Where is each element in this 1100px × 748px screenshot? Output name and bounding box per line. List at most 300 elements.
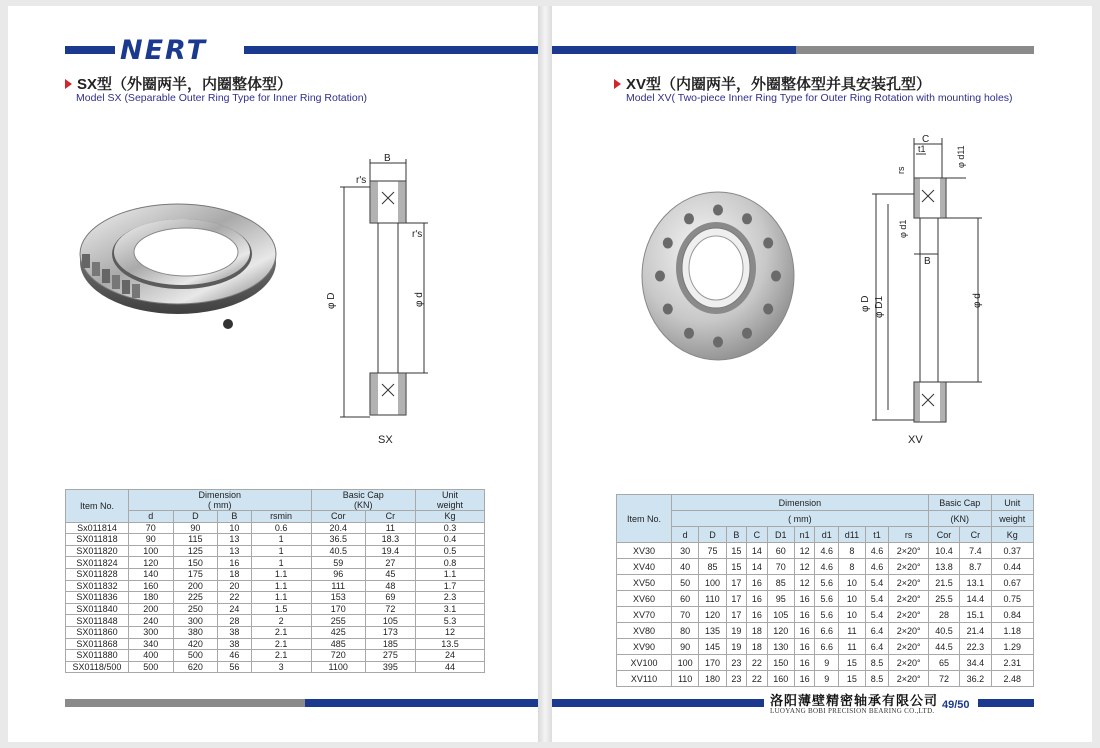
- value-cell: 500: [173, 650, 218, 662]
- value-cell: 2.1: [251, 650, 311, 662]
- value-cell: 70: [672, 607, 699, 623]
- table-row: [617, 591, 1034, 607]
- value-cell: 13: [218, 534, 251, 546]
- section-title-text: SX型（外圈两半，内圈整体型）: [77, 76, 293, 93]
- value-cell: 105: [767, 607, 794, 623]
- value-cell: 6.4: [865, 623, 889, 639]
- col-header-rsmin: rsmin: [251, 511, 311, 523]
- header-bar: [796, 46, 1034, 54]
- value-cell: 15: [839, 655, 865, 671]
- value-cell: 85: [699, 559, 726, 575]
- dim-label-rs: r's: [356, 175, 367, 186]
- value-cell: 3.1: [415, 603, 484, 615]
- value-cell: 2×20°: [889, 655, 928, 671]
- value-cell: 10: [839, 607, 865, 623]
- table-row: [66, 638, 485, 650]
- item-number-cell: XV60: [617, 591, 672, 607]
- value-cell: 175: [173, 568, 218, 580]
- value-cell: 16: [794, 655, 814, 671]
- value-cell: 125: [173, 545, 218, 557]
- value-cell: 425: [311, 626, 365, 638]
- value-cell: 15: [839, 671, 865, 687]
- value-cell: 1100: [311, 661, 365, 673]
- dim-label-rs: rs: [896, 166, 906, 174]
- right-page: [552, 6, 1092, 742]
- value-cell: 180: [129, 592, 174, 604]
- mounting-hole-icon: [713, 205, 723, 216]
- value-cell: 38: [218, 626, 251, 638]
- value-cell: 5.3: [415, 615, 484, 627]
- value-cell: 0.84: [991, 607, 1033, 623]
- value-cell: 4.6: [815, 543, 839, 559]
- value-cell: 40.5: [311, 545, 365, 557]
- value-cell: 12: [415, 626, 484, 638]
- value-cell: 40.5: [928, 623, 959, 639]
- item-number-cell: SX011868: [66, 638, 129, 650]
- value-cell: 72: [928, 671, 959, 687]
- value-cell: 100: [672, 655, 699, 671]
- value-cell: 28: [928, 607, 959, 623]
- col-header-rs: rs: [889, 527, 928, 543]
- value-cell: 1.18: [991, 623, 1033, 639]
- col-header-cr: Cr: [960, 527, 991, 543]
- item-number-cell: SX0118/500: [66, 661, 129, 673]
- table-row: [617, 559, 1034, 575]
- item-number-cell: XV50: [617, 575, 672, 591]
- value-cell: 1.5: [251, 603, 311, 615]
- left-page: [8, 6, 538, 742]
- value-cell: 16: [794, 607, 814, 623]
- value-cell: 14.4: [960, 591, 991, 607]
- value-cell: 12: [794, 575, 814, 591]
- value-cell: 130: [767, 639, 794, 655]
- mounting-hole-icon: [663, 304, 673, 315]
- value-cell: 6.4: [865, 639, 889, 655]
- dim-label-inner-d: φ d: [414, 292, 425, 307]
- value-cell: 20.4: [311, 522, 365, 534]
- col-header-d1: D1: [767, 527, 794, 543]
- col-header-d: D: [699, 527, 726, 543]
- value-cell: 16: [794, 671, 814, 687]
- value-cell: 18: [747, 639, 767, 655]
- table-row: [617, 639, 1034, 655]
- value-cell: 12: [794, 543, 814, 559]
- lube-hole-icon: [223, 319, 233, 329]
- value-cell: 2.1: [251, 638, 311, 650]
- value-cell: 255: [311, 615, 365, 627]
- value-cell: 5.6: [815, 607, 839, 623]
- value-cell: 2.3: [415, 592, 484, 604]
- dim-label-b: B: [924, 256, 931, 267]
- value-cell: 6.6: [815, 639, 839, 655]
- value-cell: 400: [129, 650, 174, 662]
- value-cell: 19: [726, 623, 746, 639]
- brand-logo: NERT: [120, 35, 208, 66]
- value-cell: 2×20°: [889, 559, 928, 575]
- value-cell: 250: [173, 603, 218, 615]
- value-cell: 15: [726, 559, 746, 575]
- value-cell: 50: [672, 575, 699, 591]
- value-cell: 13.5: [415, 638, 484, 650]
- value-cell: 1.7: [415, 580, 484, 592]
- value-cell: 2×20°: [889, 639, 928, 655]
- value-cell: 200: [129, 603, 174, 615]
- value-cell: 69: [365, 592, 415, 604]
- value-cell: 4.6: [865, 559, 889, 575]
- col-header-d: d: [672, 527, 699, 543]
- col-header-dimension: Dimension ( mm): [129, 490, 312, 511]
- item-number-cell: SX011848: [66, 615, 129, 627]
- table-row: [617, 655, 1034, 671]
- value-cell: 2×20°: [889, 607, 928, 623]
- value-cell: 70: [767, 559, 794, 575]
- col-header-cor: Cor: [928, 527, 959, 543]
- section-subtitle: Model XV( Two-piece Inner Ring Type for Outer Ring Rotation with mounting holes): [626, 92, 1013, 104]
- value-cell: 16: [794, 591, 814, 607]
- value-cell: 11: [365, 522, 415, 534]
- value-cell: 0.4: [415, 534, 484, 546]
- value-cell: 19: [726, 639, 746, 655]
- section-subtitle: Model SX (Separable Outer Ring Type for Inner Ring Rotation): [76, 92, 368, 104]
- value-cell: 9: [815, 655, 839, 671]
- value-cell: 18: [747, 623, 767, 639]
- value-cell: 16: [747, 591, 767, 607]
- col-header-d1: d1: [815, 527, 839, 543]
- value-cell: 2×20°: [889, 591, 928, 607]
- value-cell: 56: [218, 661, 251, 673]
- item-number-cell: SX011836: [66, 592, 129, 604]
- section-title-text: XV型（内圈两半，外圈整体型并具安装孔型）: [626, 76, 932, 93]
- item-number-cell: SX011860: [66, 626, 129, 638]
- table-row: [66, 534, 485, 546]
- value-cell: 225: [173, 592, 218, 604]
- mounting-hole-icon: [663, 238, 673, 249]
- value-cell: 8.5: [865, 655, 889, 671]
- drawing-caption: XV: [908, 434, 923, 446]
- sx-spec-table: [65, 489, 485, 673]
- value-cell: 22: [747, 655, 767, 671]
- value-cell: 720: [311, 650, 365, 662]
- col-header-kg: Kg: [991, 527, 1033, 543]
- value-cell: 23: [726, 655, 746, 671]
- value-cell: 34.4: [960, 655, 991, 671]
- table-row: [66, 545, 485, 557]
- table-row: [66, 522, 485, 534]
- item-number-cell: XV40: [617, 559, 672, 575]
- item-number-cell: SX011880: [66, 650, 129, 662]
- value-cell: 46: [218, 650, 251, 662]
- value-cell: 1: [251, 545, 311, 557]
- value-cell: 65: [928, 655, 959, 671]
- value-cell: 10: [839, 591, 865, 607]
- page-number: 49/50: [942, 699, 970, 711]
- mounting-hole-icon: [684, 213, 694, 224]
- value-cell: 1.1: [251, 580, 311, 592]
- value-cell: 72: [365, 603, 415, 615]
- dim-label-rs: r's: [412, 229, 423, 240]
- xv-bearing-photo: [638, 186, 798, 366]
- value-cell: 60: [767, 543, 794, 559]
- value-cell: 5.4: [865, 607, 889, 623]
- value-cell: 240: [129, 615, 174, 627]
- value-cell: 4.6: [815, 559, 839, 575]
- value-cell: 115: [173, 534, 218, 546]
- value-cell: 30: [672, 543, 699, 559]
- table-row: [617, 543, 1034, 559]
- item-number-cell: SX011832: [66, 580, 129, 592]
- value-cell: 8: [839, 543, 865, 559]
- mounting-hole-icon: [763, 304, 773, 315]
- value-cell: 5.4: [865, 575, 889, 591]
- col-header-c: C: [747, 527, 767, 543]
- value-cell: 160: [129, 580, 174, 592]
- value-cell: 110: [672, 671, 699, 687]
- section-title: [65, 73, 292, 94]
- value-cell: 173: [365, 626, 415, 638]
- col-header-cr: Cr: [365, 511, 415, 523]
- value-cell: 22.3: [960, 639, 991, 655]
- mounting-hole-icon: [713, 337, 723, 348]
- section-title: [614, 73, 931, 94]
- value-cell: 100: [699, 575, 726, 591]
- value-cell: 28: [218, 615, 251, 627]
- company-name-en: LUOYANG BOBI PRECISION BEARING CO.,LTD.: [770, 707, 935, 715]
- value-cell: 60: [672, 591, 699, 607]
- value-cell: 21.4: [960, 623, 991, 639]
- value-cell: 0.5: [415, 545, 484, 557]
- value-cell: 5.6: [815, 575, 839, 591]
- value-cell: 21.5: [928, 575, 959, 591]
- value-cell: 105: [365, 615, 415, 627]
- value-cell: 14: [747, 559, 767, 575]
- value-cell: 10: [839, 575, 865, 591]
- value-cell: 300: [173, 615, 218, 627]
- value-cell: 1.29: [991, 639, 1033, 655]
- value-cell: 0.6: [251, 522, 311, 534]
- value-cell: 6.6: [815, 623, 839, 639]
- xv-section-drawing: [858, 134, 998, 424]
- item-number-cell: XV80: [617, 623, 672, 639]
- value-cell: 0.37: [991, 543, 1033, 559]
- dim-label-c: C: [922, 134, 930, 145]
- value-cell: 2×20°: [889, 575, 928, 591]
- footer-bar: [552, 699, 764, 707]
- table-row: [617, 623, 1034, 639]
- footer-bar: [65, 699, 305, 707]
- value-cell: 3: [251, 661, 311, 673]
- item-number-cell: XV90: [617, 639, 672, 655]
- value-cell: 8: [839, 559, 865, 575]
- dim-label-d11: φ d11: [956, 145, 966, 168]
- value-cell: 0.67: [991, 575, 1033, 591]
- header-bar: [65, 46, 115, 54]
- value-cell: 13.1: [960, 575, 991, 591]
- value-cell: 160: [767, 671, 794, 687]
- table-row: [66, 615, 485, 627]
- col-header-d: D: [173, 511, 218, 523]
- company-name-cn: 洛阳薄壁精密轴承有限公司: [770, 694, 939, 709]
- value-cell: 2.48: [991, 671, 1033, 687]
- item-number-cell: SX011824: [66, 557, 129, 569]
- mounting-hole-icon: [763, 238, 773, 249]
- value-cell: 70: [129, 522, 174, 534]
- value-cell: 16: [218, 557, 251, 569]
- value-cell: 500: [129, 661, 174, 673]
- value-cell: 7.4: [960, 543, 991, 559]
- table-row: [66, 650, 485, 662]
- value-cell: 2.1: [251, 626, 311, 638]
- col-header-kg: Kg: [415, 511, 484, 523]
- value-cell: 275: [365, 650, 415, 662]
- value-cell: 8.5: [865, 671, 889, 687]
- footer-bar: [978, 699, 1034, 707]
- col-header-t1: t1: [865, 527, 889, 543]
- value-cell: 11: [839, 623, 865, 639]
- value-cell: 2: [251, 615, 311, 627]
- table-row: [66, 661, 485, 673]
- sx-bearing-photo: [70, 196, 280, 346]
- value-cell: 5.4: [865, 591, 889, 607]
- value-cell: 36.2: [960, 671, 991, 687]
- value-cell: 80: [672, 623, 699, 639]
- col-header-b: B: [218, 511, 251, 523]
- value-cell: 1.1: [251, 592, 311, 604]
- value-cell: 38: [218, 638, 251, 650]
- value-cell: 16: [794, 639, 814, 655]
- value-cell: 14: [747, 543, 767, 559]
- value-cell: 395: [365, 661, 415, 673]
- value-cell: 1.1: [251, 568, 311, 580]
- col-header-basic-cap-unit: (KN): [928, 511, 991, 527]
- col-header-weight: weight: [991, 511, 1033, 527]
- value-cell: 150: [767, 655, 794, 671]
- value-cell: 0.8: [415, 557, 484, 569]
- item-number-cell: XV110: [617, 671, 672, 687]
- value-cell: 16: [747, 607, 767, 623]
- value-cell: 380: [173, 626, 218, 638]
- table-row: [66, 557, 485, 569]
- col-header-basic-cap: Basic Cap (KN): [311, 490, 415, 511]
- value-cell: 11: [839, 639, 865, 655]
- value-cell: 23: [726, 671, 746, 687]
- value-cell: 17: [726, 575, 746, 591]
- item-number-cell: XV100: [617, 655, 672, 671]
- value-cell: 150: [173, 557, 218, 569]
- value-cell: 300: [129, 626, 174, 638]
- item-number-cell: SX011840: [66, 603, 129, 615]
- value-cell: 24: [415, 650, 484, 662]
- value-cell: 1: [251, 557, 311, 569]
- value-cell: 1: [251, 534, 311, 546]
- value-cell: 200: [173, 580, 218, 592]
- table-row: [66, 568, 485, 580]
- table-row: [66, 626, 485, 638]
- col-header-basic-cap: Basic Cap: [928, 495, 991, 511]
- xv-spec-table: [616, 494, 1034, 687]
- dim-label-d1-small: φ d1: [898, 219, 908, 238]
- value-cell: 170: [699, 655, 726, 671]
- value-cell: 22: [747, 671, 767, 687]
- mounting-hole-icon: [684, 328, 694, 339]
- value-cell: 120: [699, 607, 726, 623]
- value-cell: 44.5: [928, 639, 959, 655]
- mounting-hole-icon: [771, 271, 781, 282]
- footer-bar: [305, 699, 538, 707]
- value-cell: 111: [311, 580, 365, 592]
- sx-section-drawing: [326, 151, 436, 421]
- value-cell: 340: [129, 638, 174, 650]
- value-cell: 100: [129, 545, 174, 557]
- value-cell: 180: [699, 671, 726, 687]
- col-header-dimension: Dimension: [672, 495, 929, 511]
- item-number-cell: SX011818: [66, 534, 129, 546]
- value-cell: 5.6: [815, 591, 839, 607]
- value-cell: 1.1: [415, 568, 484, 580]
- value-cell: 17: [726, 607, 746, 623]
- value-cell: 36.5: [311, 534, 365, 546]
- value-cell: 9: [815, 671, 839, 687]
- mounting-hole-icon: [742, 328, 752, 339]
- value-cell: 12: [794, 559, 814, 575]
- table-row: [617, 671, 1034, 687]
- value-cell: 145: [699, 639, 726, 655]
- value-cell: 0.75: [991, 591, 1033, 607]
- value-cell: 0.44: [991, 559, 1033, 575]
- dim-label-t1: t1: [918, 144, 926, 154]
- page-gutter: [538, 6, 552, 742]
- value-cell: 13: [218, 545, 251, 557]
- value-cell: 10.4: [928, 543, 959, 559]
- value-cell: 13.8: [928, 559, 959, 575]
- value-cell: 120: [129, 557, 174, 569]
- item-number-cell: XV30: [617, 543, 672, 559]
- value-cell: 20: [218, 580, 251, 592]
- item-number-cell: SX011828: [66, 568, 129, 580]
- value-cell: 135: [699, 623, 726, 639]
- value-cell: 0.3: [415, 522, 484, 534]
- value-cell: 44: [415, 661, 484, 673]
- dim-label-outer-d: φ D: [326, 292, 337, 309]
- value-cell: 170: [311, 603, 365, 615]
- value-cell: 96: [311, 568, 365, 580]
- value-cell: 16: [747, 575, 767, 591]
- table-row: [617, 607, 1034, 623]
- col-header-unit: Unit: [991, 495, 1033, 511]
- value-cell: 75: [699, 543, 726, 559]
- value-cell: 620: [173, 661, 218, 673]
- value-cell: 17: [726, 591, 746, 607]
- col-header-item: Item No.: [66, 490, 129, 523]
- triangle-bullet-icon: [614, 79, 621, 89]
- value-cell: 185: [365, 638, 415, 650]
- value-cell: 18.3: [365, 534, 415, 546]
- dim-label-b: B: [384, 153, 391, 164]
- value-cell: 24: [218, 603, 251, 615]
- header-bar: [244, 46, 538, 54]
- mounting-hole-icon: [655, 271, 665, 282]
- table-row: [66, 603, 485, 615]
- value-cell: 40: [672, 559, 699, 575]
- value-cell: 27: [365, 557, 415, 569]
- col-header-d11: d11: [839, 527, 865, 543]
- value-cell: 2×20°: [889, 671, 928, 687]
- value-cell: 45: [365, 568, 415, 580]
- triangle-bullet-icon: [65, 79, 72, 89]
- value-cell: 18: [218, 568, 251, 580]
- value-cell: 140: [129, 568, 174, 580]
- value-cell: 420: [173, 638, 218, 650]
- dim-label-inner-d: φ d: [972, 293, 983, 308]
